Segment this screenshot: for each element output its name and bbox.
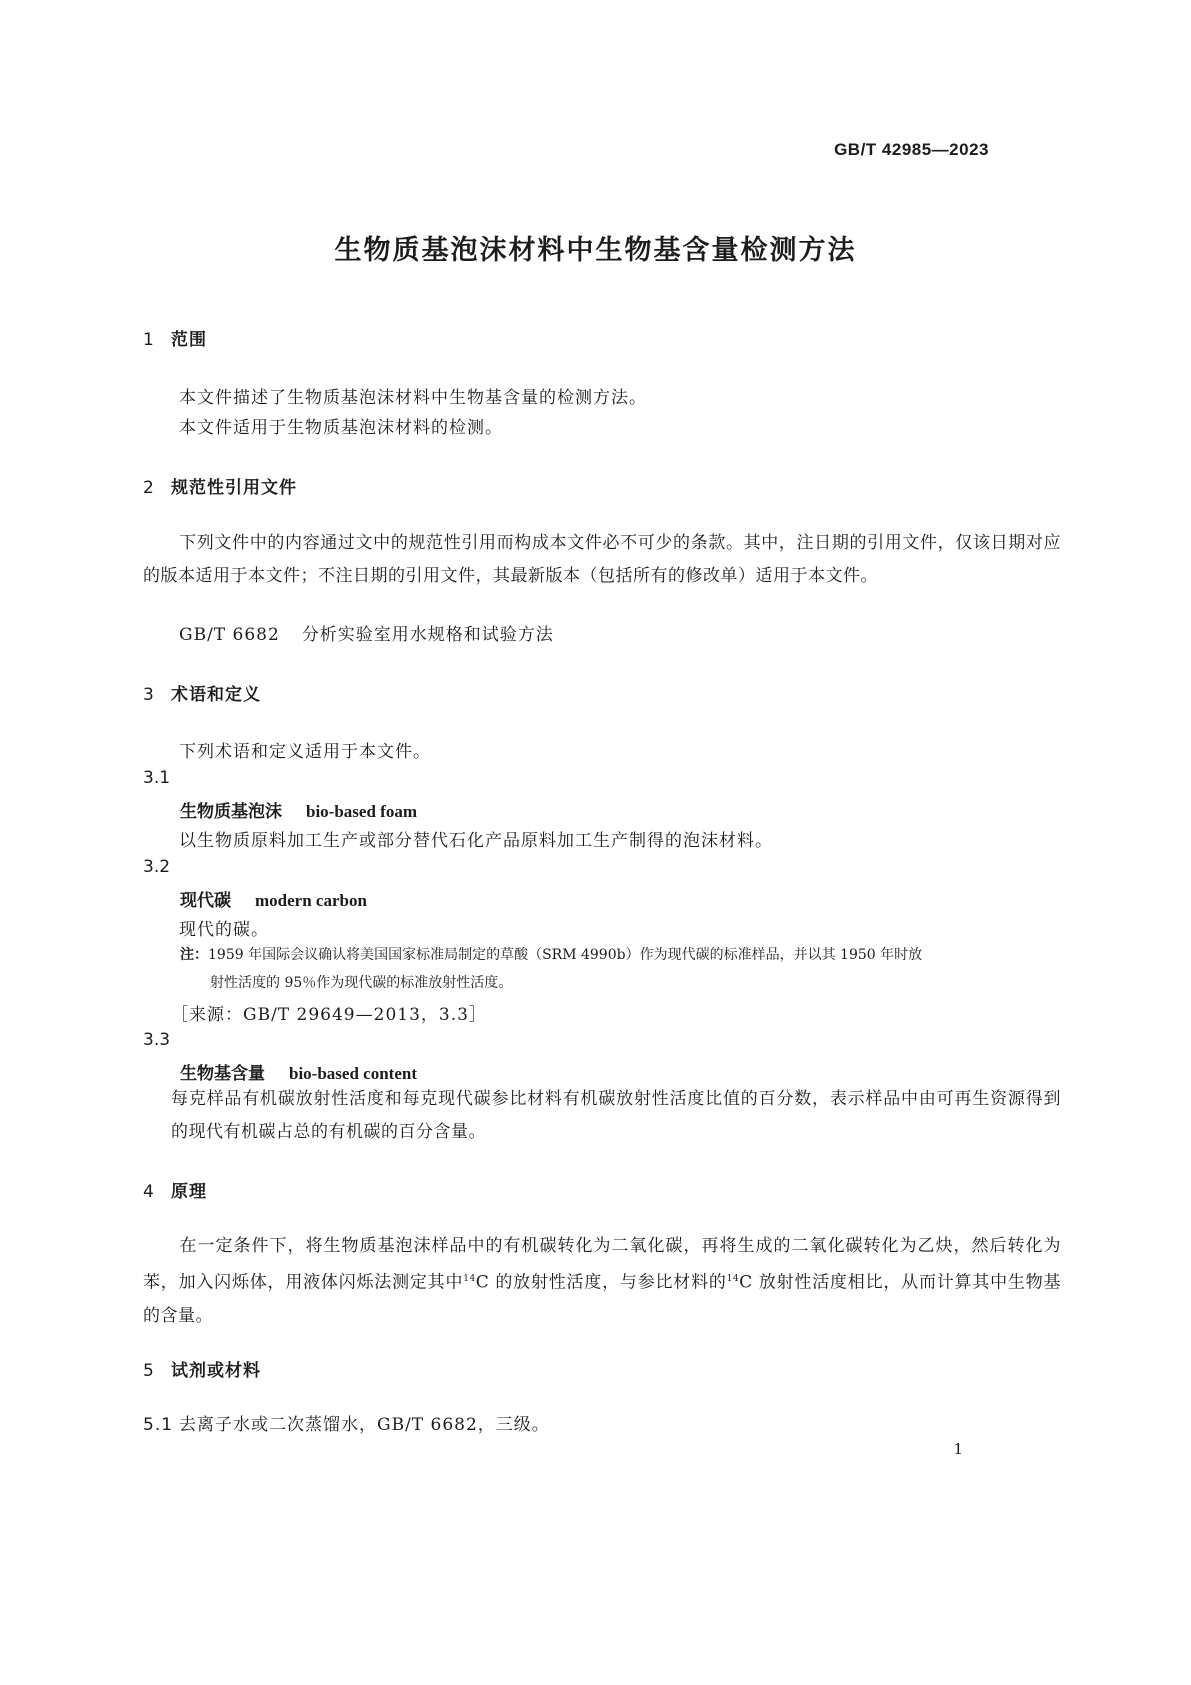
section-1-heading (143, 325, 207, 350)
note-line-1 (180, 941, 1060, 969)
terms-intro: 下列术语和定义适用于本文件。 (179, 742, 431, 762)
item-text: 去离子水或二次蒸馏水，GB/T 6682，三级。 (179, 1415, 550, 1435)
term-number: 3.1 (143, 768, 171, 788)
section-title: 术语和定义 (171, 685, 261, 705)
term-en: bio-based foam (306, 802, 417, 821)
scope-paragraph-2: 本文件适用于生物质基泡沫材料的检测。 (179, 418, 503, 438)
scope-paragraph-1: 本文件描述了生物质基泡沫材料中生物基含量的检测方法。 (179, 388, 647, 408)
section-3-heading (143, 680, 261, 705)
section-2-heading (143, 473, 297, 498)
item-number: 5.1 (143, 1415, 174, 1435)
section-number: 4 (143, 1182, 155, 1202)
principle-text-c: C 放射性活度相比，从而计算其中生物基的含量。 (143, 1272, 1061, 1326)
section-number: 5 (143, 1361, 155, 1381)
term-number: 3.3 (143, 1030, 171, 1050)
paragraph-text: 下列文件中的内容通过文中的规范性引用而构成本文件必不可少的条款。其中，注日期的引用文件，仅该日期对应的版本适用于本文件；不注日期的引用文件，其最新版本（包括所有的修改单）适用于本文件。 (143, 533, 1061, 586)
term-en: bio-based content (289, 1064, 417, 1083)
section-number: 1 (143, 330, 155, 350)
page-number: 1 (953, 1440, 963, 1458)
term-modern-carbon (180, 886, 367, 911)
reference-title: 分析实验室用水规格和试验方法 (301, 625, 554, 645)
note-label: 注： (180, 947, 208, 963)
section-4-heading (143, 1177, 207, 1202)
standard-number: GB/T 42985—2023 (834, 140, 989, 159)
section-number: 3 (143, 685, 155, 705)
term-note (180, 941, 1060, 997)
term-definition: 每克样品有机碳放射性活度和每克现代碳参比材料有机碳放射性活度比值的百分数，表示样品中由可再生资源得到的现代有机碳占总的有机碳的百分含量。 (171, 1089, 1061, 1142)
term-definition: 现代的碳。 (179, 920, 269, 940)
section-5-heading (143, 1356, 261, 1381)
section-title: 原理 (171, 1182, 207, 1202)
reagent-item-5-1 (143, 1410, 550, 1435)
principle-paragraph (143, 1230, 1061, 1333)
section-title: 范围 (171, 330, 207, 350)
term-zh: 生物质基泡沫 (180, 802, 282, 822)
reference-entry (179, 620, 554, 645)
term-number: 3.2 (143, 857, 171, 877)
term-zh: 现代碳 (180, 891, 231, 911)
term-definition: 以生物质原料加工生产或部分替代石化产品原料加工生产制得的泡沫材料。 (179, 831, 773, 851)
section-title: 试剂或材料 (171, 1361, 261, 1381)
note-line-2: 射性活度的 95％作为现代碳的标准放射性活度。 (210, 975, 513, 991)
term-source: ［来源：GB/T 29649—2013，3.3］ (171, 1005, 487, 1025)
note-text: 1959 年国际会议确认将美国国家标准局制定的草酸（SRM 4990b）作为现代碳的标准样品，并以其 1950 年时放 (208, 947, 923, 963)
principle-text-a: 在一定条件下，将生物质基泡沫样品中的有机碳转化为二氧化碳，再将生成的二氧化碳转化为乙炔，然后转化为苯，加入闪烁体，用液体闪烁法测定其中 (143, 1236, 1061, 1293)
term-zh: 生物基含量 (180, 1064, 265, 1084)
principle-text-b: C 的放射性活度，与参比材料的 (475, 1272, 727, 1293)
superscript-14: 14 (463, 1274, 476, 1284)
section-title: 规范性引用文件 (171, 478, 297, 498)
normative-references-paragraph (143, 527, 1061, 593)
document-title: 生物质基泡沫材料中生物基含量检测方法 (334, 235, 857, 266)
section-number: 2 (143, 478, 155, 498)
term-bio-based-foam (180, 797, 417, 822)
reference-code: GB/T 6682 (179, 625, 280, 645)
term-bio-based-content (180, 1059, 417, 1084)
term-en: modern carbon (255, 891, 367, 910)
superscript-14: 14 (726, 1274, 740, 1284)
